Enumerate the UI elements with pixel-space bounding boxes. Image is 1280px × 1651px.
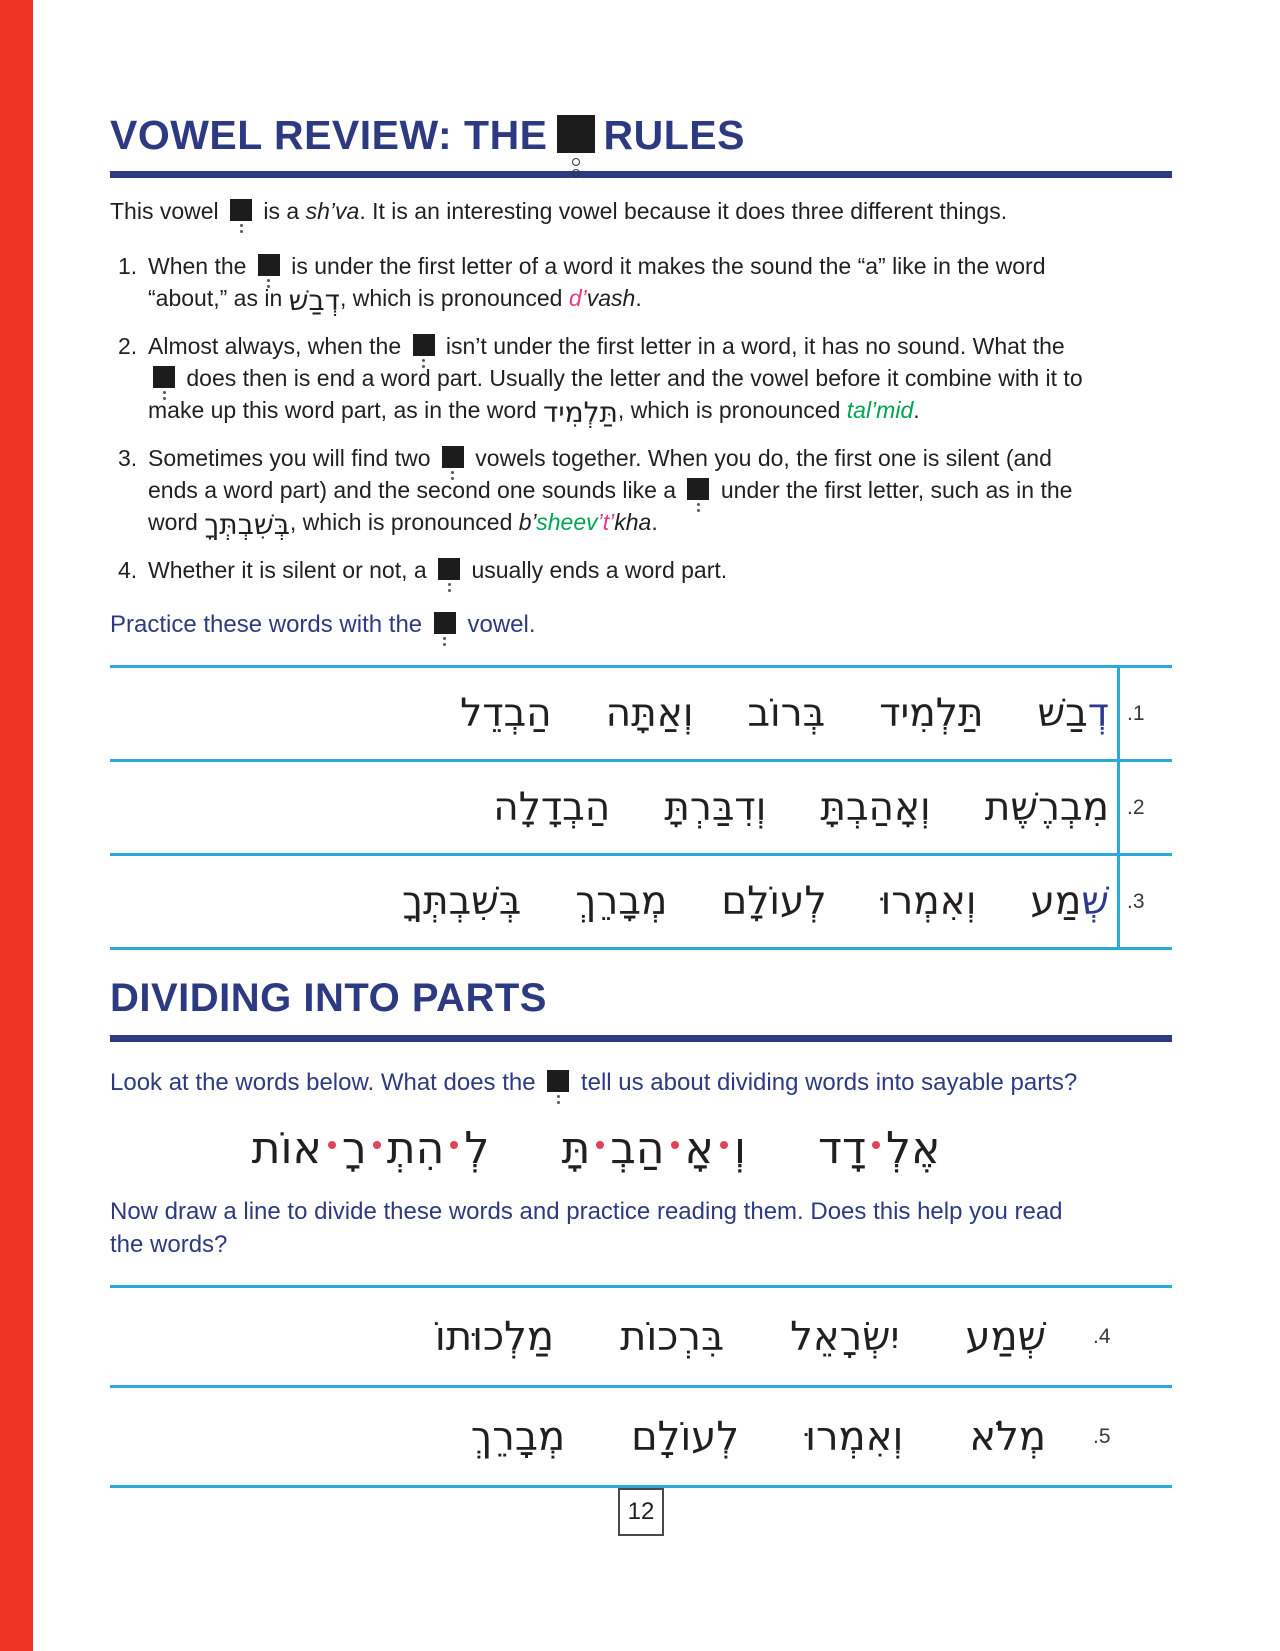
title-divider [110, 171, 1172, 178]
draw-line-instruction: Now draw a line to divide these words and practice reading them. Does this help you read the words? [110, 1198, 1063, 1259]
practice-row [110, 1285, 1172, 1385]
divided-hebrew-word: אֶלְדָד [817, 1123, 941, 1175]
hebrew-word: מִבְרֶשֶׁת [984, 785, 1109, 831]
hebrew-word-inline: דְבַשׁ [288, 284, 340, 318]
rule-item [110, 250, 1172, 317]
hebrew-word-inline: בְּשִׁבְתְּךָ [204, 508, 290, 542]
hebrew-word: וְאַתָּה [605, 691, 694, 737]
shva-icon [434, 612, 456, 634]
hebrew-word: שְׁמַע [1030, 879, 1109, 925]
practice-row-words [110, 1388, 1086, 1485]
shva-icon [258, 254, 280, 276]
hebrew-word: לְעוֹלָם [721, 879, 827, 925]
practice-row [110, 853, 1172, 947]
pronunciation-text: vash [586, 285, 636, 312]
practice-row-words [110, 762, 1117, 853]
rule-item-text: When the is under the first letter of a word it makes the sound the “a” like in the word “about,” as in דְבַשׁ, which is pronounced d’vash. [148, 253, 1046, 318]
pronunciation-text: sheev [536, 509, 598, 536]
practice-row [110, 1385, 1172, 1485]
syllable-dot [450, 1141, 458, 1149]
pronunciation-text: tal’mid [846, 397, 914, 424]
hebrew-word: יִשְׂרָאֵל [790, 1313, 900, 1360]
hebrew-word: שְׁמַע [965, 1313, 1046, 1360]
practice-row-words [110, 856, 1117, 947]
shva-icon [547, 1070, 569, 1092]
section-title-dividing: DIVIDING INTO PARTS [110, 976, 547, 1021]
shva-icon [153, 366, 175, 388]
syllable-dot [872, 1141, 880, 1149]
rule-item-number: 3. [118, 445, 138, 472]
rule-item-number: 4. [118, 557, 138, 584]
practice-instruction: Practice these words with the vowel. [110, 611, 536, 639]
rule-item-text: Almost always, when the isn’t under the first letter in a word, it has no sound. What the does then is end a word part. Usually the letter and the vowel before it combine with it to make up this word part, as in the word תַּלְמִיד, which is pronounced tal’mid. [148, 333, 1083, 430]
practice-row-number: .2 [1117, 762, 1172, 853]
intro-paragraph: This vowel is a sh’va. It is an interesting vowel because it does three different things. [110, 198, 1008, 225]
syllable-dot [328, 1141, 336, 1149]
section-title-vowel-review [110, 0, 1172, 157]
hebrew-word: מַלְכוּתוֹ [434, 1313, 555, 1360]
shva-icon [442, 446, 464, 468]
title-text-post: RULES [603, 112, 745, 158]
hebrew-word: וְאָהַבְתָּ [820, 785, 931, 831]
divided-hebrew-word: לְהִתְרָאוֹת [251, 1123, 490, 1175]
practice-row-number: .4 [1093, 1324, 1111, 1348]
hebrew-word: וְאִמְרוּ [805, 1413, 904, 1460]
practice-table-2 [110, 1285, 1172, 1488]
page-number-box [618, 1488, 664, 1536]
practice-row [110, 759, 1172, 853]
rule-item-number: 1. [118, 253, 138, 280]
rule-item [110, 330, 1172, 429]
hebrew-word: תַּלְמִיד [879, 691, 984, 737]
hebrew-word-inline: תַּלְמִיד [543, 396, 618, 430]
rule-item-text: Whether it is silent or not, a usually ends a word part. [148, 557, 728, 584]
rule-item [110, 554, 1172, 586]
shva-highlight-letter: דְ [1087, 691, 1109, 737]
page-edge-red-bar [0, 0, 33, 1651]
divided-words-row [210, 1123, 982, 1175]
practice-row-number: .3 [1117, 856, 1172, 947]
divided-hebrew-word: וְאָהַבְתָּ [561, 1123, 746, 1175]
title-text-pre: VOWEL REVIEW: THE [110, 112, 548, 158]
shva-icon [230, 199, 252, 221]
syllable-dot [720, 1141, 728, 1149]
pronunciation-text: ’t’ [597, 509, 615, 536]
pronunciation-text: d’ [568, 285, 587, 312]
shva-highlight-letter: שְׁ [1081, 879, 1109, 925]
pronunciation-text: b’ [518, 509, 537, 536]
shva-icon [438, 558, 460, 580]
hebrew-word: מְבָרֵךְ [470, 1413, 566, 1460]
pronunciation-text: sh’va [305, 198, 360, 225]
hebrew-word: מְבָרֵךְ [575, 879, 668, 925]
hebrew-word: דְבַשׁ [1037, 691, 1109, 737]
syllable-dot [671, 1141, 679, 1149]
shva-icon [557, 115, 595, 153]
practice-row-number: .5 [1093, 1424, 1111, 1448]
hebrew-word: בִּרְכוֹת [620, 1313, 725, 1360]
syllable-dot [373, 1141, 381, 1149]
hebrew-word: מְלֹא [969, 1413, 1046, 1460]
look-instruction: Look at the words below. What does the tell us about dividing words into sayable parts? [110, 1069, 1078, 1097]
hebrew-word: לְעוֹלָם [631, 1413, 740, 1460]
syllable-dot [596, 1141, 604, 1149]
shva-icon [687, 478, 709, 500]
pronunciation-text: kha [614, 509, 652, 536]
hebrew-word: וְדִבַּרְתָּ [664, 785, 767, 831]
rules-list [110, 250, 1172, 586]
hebrew-word: בְּרוֹב [747, 691, 826, 737]
shva-icon [413, 334, 435, 356]
page-number: 12 [627, 1498, 655, 1526]
page-content [110, 0, 1172, 1536]
hebrew-word: בְּשִׁבְתְּךָ [402, 879, 522, 925]
hebrew-word: הַבְדֵל [460, 691, 552, 737]
practice-row-number: .1 [1117, 668, 1172, 759]
hebrew-word: וְאִמְרוּ [880, 879, 977, 925]
section2-divider [110, 1035, 1172, 1042]
practice-row [110, 665, 1172, 759]
rule-item-number: 2. [118, 333, 138, 360]
practice-table-1 [110, 665, 1172, 950]
practice-row-words [110, 668, 1117, 759]
rule-item [110, 442, 1172, 541]
rule-item-text: Sometimes you will find two vowels together. When you do, the first one is silent (and ends a word part) and the second one sounds like a under the first letter, such as in the word בְּשִׁבְתְּךָ, which is pronounced b’sheev’t’kha. [148, 445, 1073, 542]
practice-row-words [110, 1288, 1086, 1385]
hebrew-word: הַבְדָלָה [493, 785, 611, 831]
